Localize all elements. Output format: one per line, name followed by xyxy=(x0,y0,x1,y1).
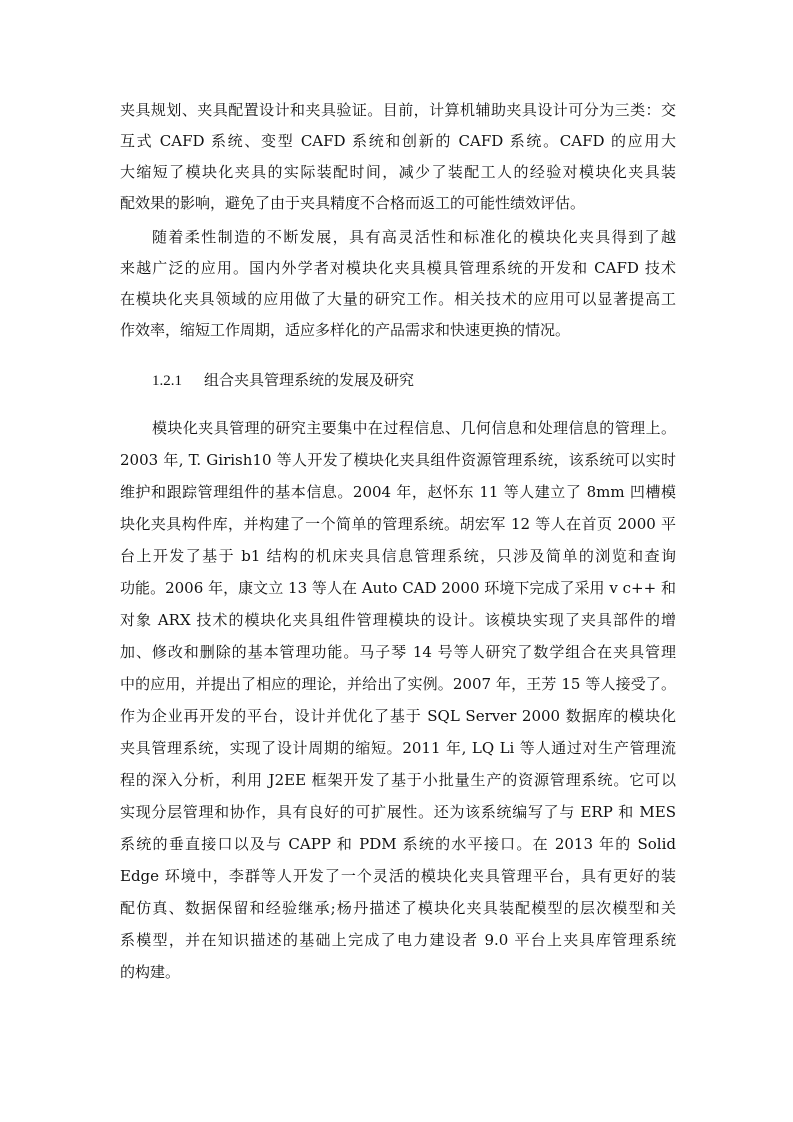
paragraph-3-line-10: 作为企业再开发的平台，设计并优化了基于 SQL Server 2000 数据库的模块化 xyxy=(120,707,676,725)
paragraph-3-line-2: 2003 年, T. Girish10 等人开发了模块化夹具组件资源管理系统，该系统可以实时 xyxy=(120,451,676,469)
paragraph-3-line-16: 配仿真、数据保留和经验继承;杨丹描述了模块化夹具装配模型的层次模型和关 xyxy=(120,899,676,917)
section-heading xyxy=(152,370,414,391)
paragraph-1-line-3: 大缩短了模块化夹具的实际装配时间，减少了装配工人的经验对模块化夹具装 xyxy=(120,163,676,181)
paragraph-1-line-2: 互式 CAFD 系统、变型 CAFD 系统和创新的 CAFD 系统。CAFD 的应用大 xyxy=(120,132,676,150)
paragraph-3-line-13: 实现分层管理和协作，具有良好的可扩展性。还为该系统编写了与 ERP 和 MES xyxy=(120,803,676,821)
paragraph-3-line-7: 对象 ARX 技术的模块化夹具组件管理模块的设计。该模块实现了夹具部件的增 xyxy=(120,611,676,629)
paragraph-2-line-1: 随着柔性制造的不断发展，具有高灵活性和标准化的模块化夹具得到了越 xyxy=(152,228,676,246)
paragraph-3-line-12: 程的深入分析，利用 J2EE 框架开发了基于小批量生产的资源管理系统。它可以 xyxy=(120,771,676,789)
section-title: 组合夹具管理系统的发展及研究 xyxy=(204,371,415,389)
paragraph-3-line-15: Edge 环境中，李群等人开发了一个灵活的模块化夹具管理平台，具有更好的装 xyxy=(120,867,676,885)
paragraph-3-line-9: 中的应用，并提出了相应的理论，并给出了实例。2007 年，王芳 15 等人接受了。 xyxy=(120,675,676,693)
paragraph-2-line-4: 作效率，缩短工作周期，适应多样化的产品需求和快速更换的情况。 xyxy=(120,321,571,339)
paragraph-3-line-1: 模块化夹具管理的研究主要集中在过程信息、几何信息和处理信息的管理上。 xyxy=(152,419,676,437)
paragraph-3-line-8: 加、修改和删除的基本管理功能。马子琴 14 号等人研究了数学组合在夹具管理 xyxy=(120,643,676,661)
section-number: 1.2.1 xyxy=(152,373,182,389)
paragraph-1-line-4: 配效果的影响，避免了由于夹具精度不合格而返工的可能性绩效评估。 xyxy=(120,194,586,212)
paragraph-3-line-3: 维护和跟踪管理组件的基本信息。2004 年，赵怀东 11 等人建立了 8mm 凹槽模 xyxy=(120,483,676,501)
paragraph-3-line-18: 的构建。 xyxy=(120,963,181,981)
paragraph-3-line-6: 功能。2006 年，康文立 13 等人在 Auto CAD 2000 环境下完成了采用 v c++ 和 xyxy=(120,579,676,597)
paragraph-3-line-14: 系统的垂直接口以及与 CAPP 和 PDM 系统的水平接口。在 2013 年的 Solid xyxy=(120,835,676,853)
paragraph-3-line-17: 系模型，并在知识描述的基础上完成了电力建设者 9.0 平台上夹具库管理系统 xyxy=(120,931,676,949)
paragraph-2-line-2: 来越广泛的应用。国内外学者对模块化夹具模具管理系统的开发和 CAFD 技术 xyxy=(120,259,676,277)
paragraph-1-line-1: 夹具规划、夹具配置设计和夹具验证。目前，计算机辅助夹具设计可分为三类：交 xyxy=(120,101,676,119)
paragraph-3-line-11: 夹具管理系统，实现了设计周期的缩短。2011 年, LQ Li 等人通过对生产管理流 xyxy=(120,739,676,757)
paragraph-3-line-4: 块化夹具构件库，并构建了一个简单的管理系统。胡宏军 12 等人在首页 2000 平 xyxy=(120,515,676,533)
paragraph-3-line-5: 台上开发了基于 b1 结构的机床夹具信息管理系统，只涉及简单的浏览和查询 xyxy=(120,547,676,565)
paragraph-2-line-3: 在模块化夹具领域的应用做了大量的研究工作。相关技术的应用可以显著提高工 xyxy=(120,290,676,308)
